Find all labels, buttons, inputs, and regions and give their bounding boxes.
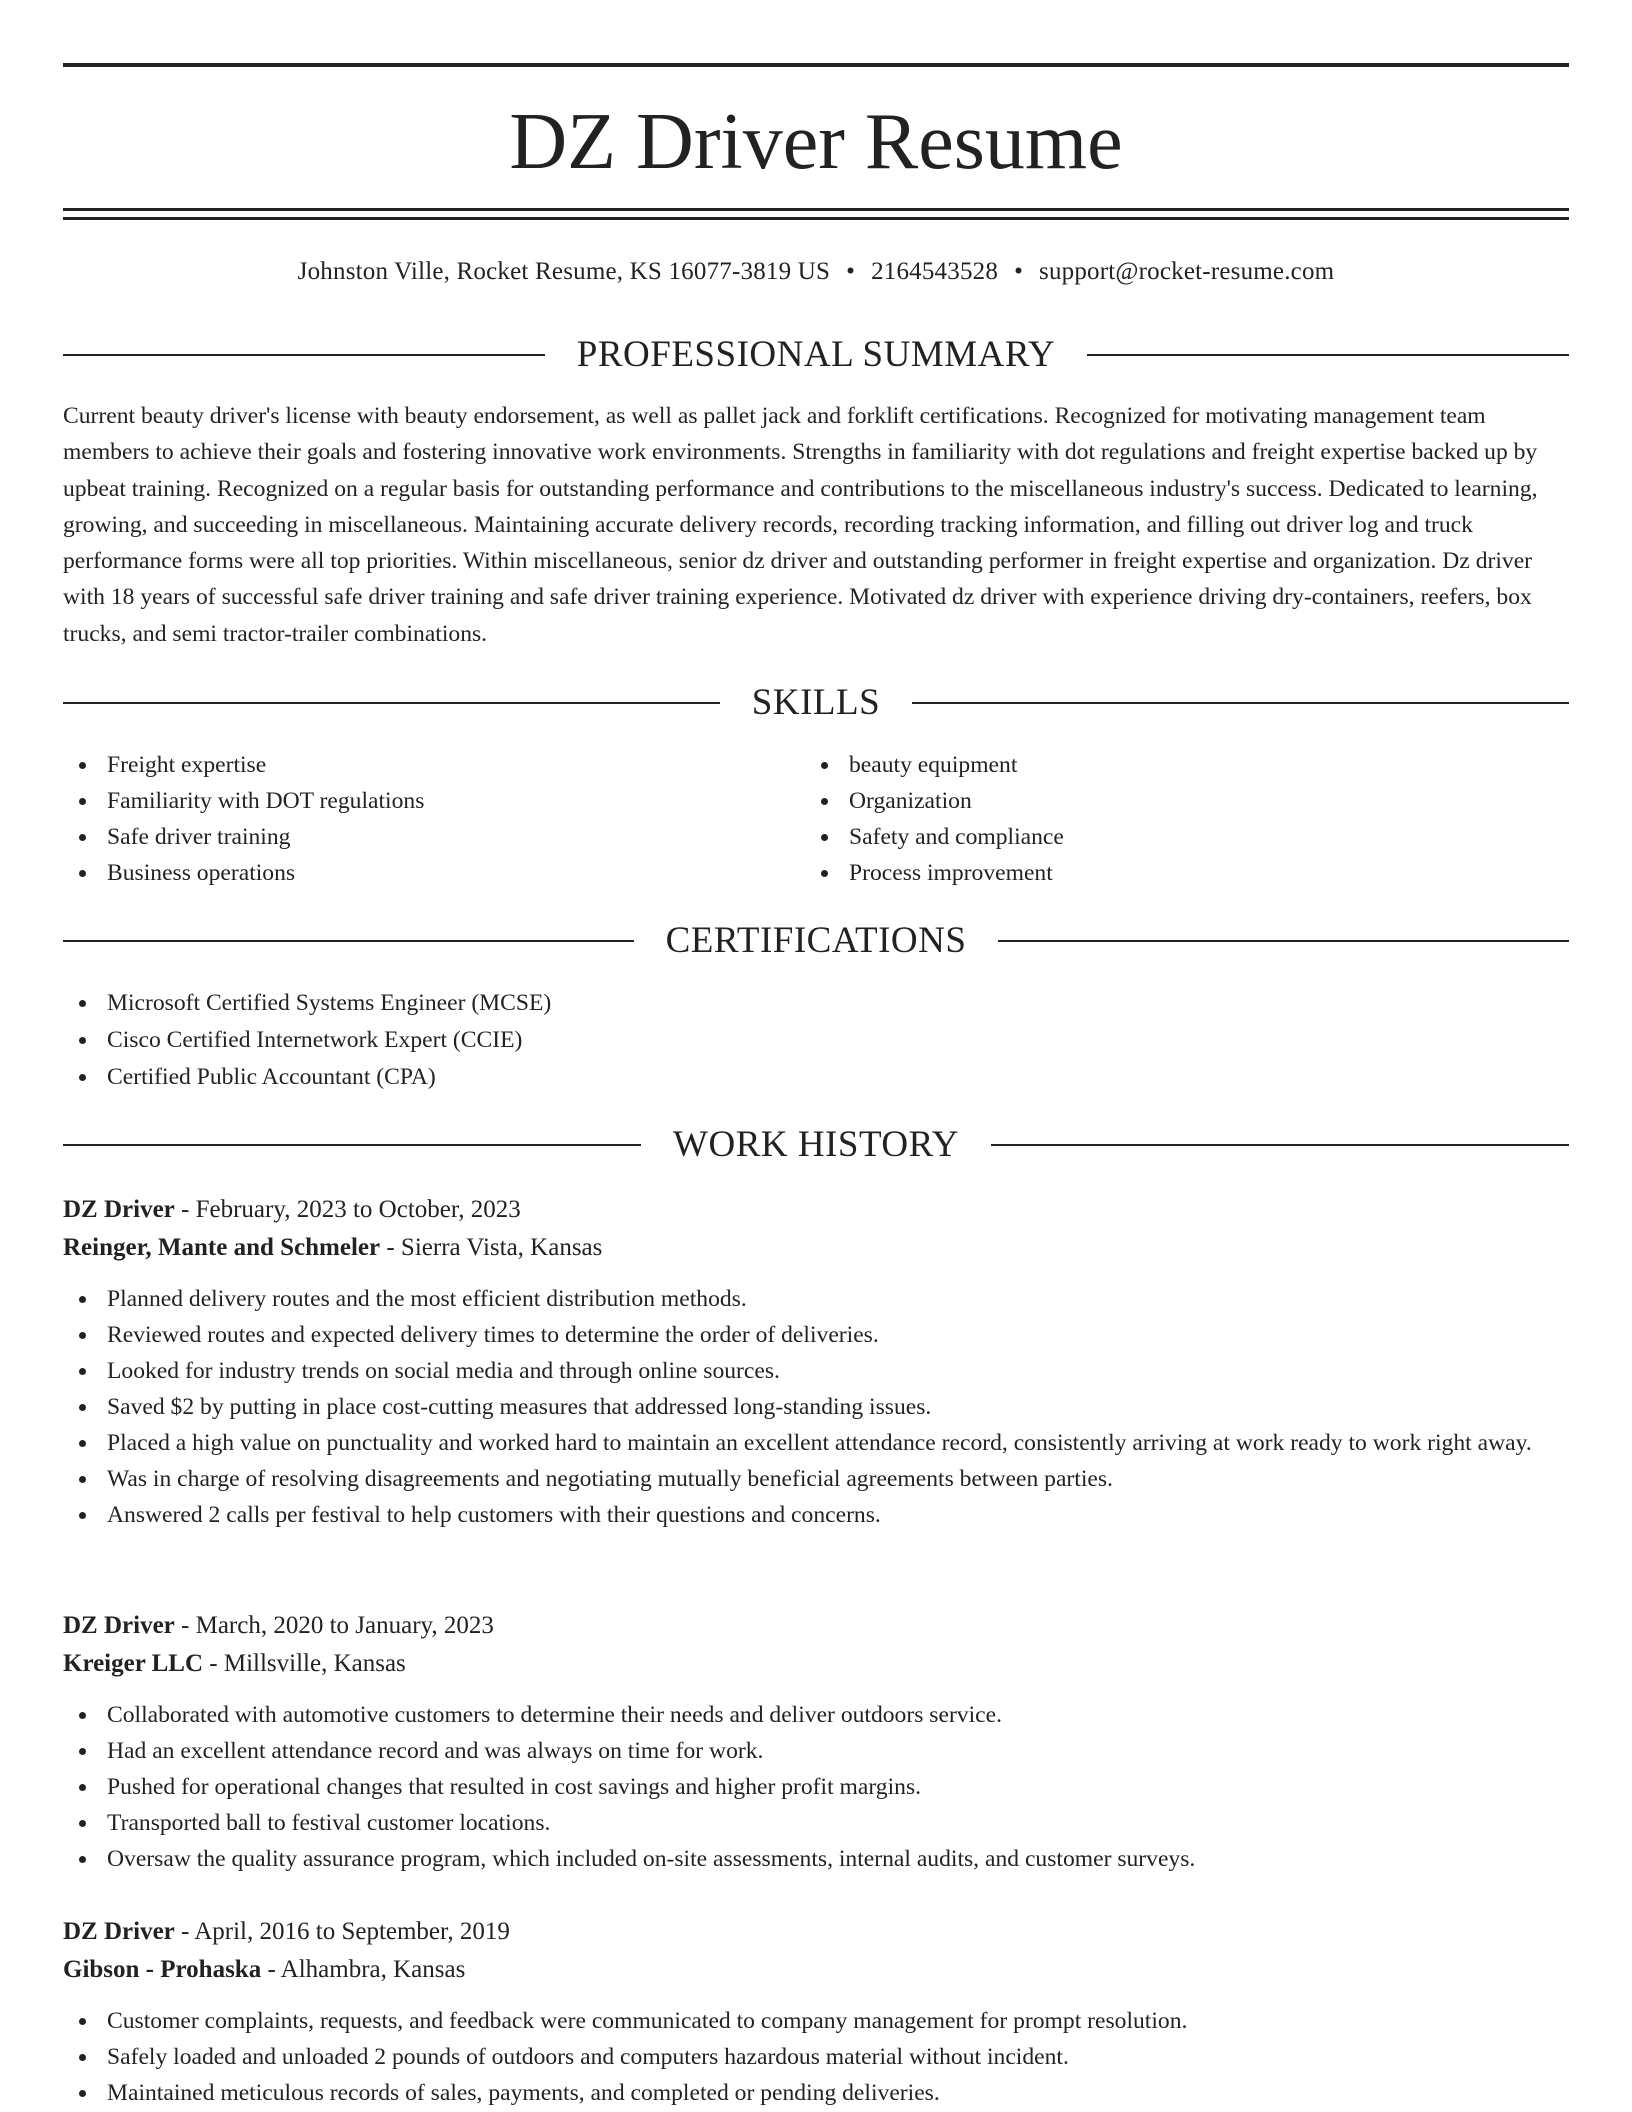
skill-item: Freight expertise [63, 747, 763, 783]
section-title: CERTIFICATIONS [665, 920, 967, 961]
job-company-line [63, 1229, 1569, 1267]
job-bullet: Maintained meticulous records of sales, payments, and completed or pending deliveries. [63, 2075, 1569, 2111]
job-location: - Millsville, Kansas [203, 1650, 406, 1677]
skills-list-left [63, 747, 763, 891]
certifications-list [63, 985, 1569, 1096]
job-dates: - March, 2020 to January, 2023 [174, 1612, 494, 1639]
job-bullet: Pushed for operational changes that resulted in cost savings and higher profit margins. [63, 1769, 1569, 1805]
job-bullet: Planned delivery routes and the most efficient distribution methods. [63, 1281, 1569, 1317]
job-bullet: Placed a high value on punctuality and worked hard to maintain an excellent attendance record, consistently arriving at work ready to work right away. [63, 1425, 1569, 1461]
contact-address: Johnston Ville, Rocket Resume, KS 16077-3819 US [297, 258, 831, 285]
section-header-certifications [63, 919, 1569, 963]
section-header-summary [63, 333, 1569, 377]
job-bullet: Reviewed routes and expected delivery times to determine the order of deliveries. [63, 1317, 1569, 1353]
page-title: DZ Driver Resume [509, 98, 1123, 186]
certification-item: Certified Public Accountant (CPA) [63, 1059, 1569, 1096]
job-title: DZ Driver [63, 1612, 175, 1639]
job-title-line [63, 1913, 1569, 1951]
job-bullet: Collaborated with automotive customers to determine their needs and deliver outdoors service. [63, 1697, 1569, 1733]
job-bullet: Oversaw the quality assurance program, which included on-site assessments, internal audits, and customer surveys. [63, 1841, 1569, 1877]
contact-phone: 2164543528 [871, 258, 999, 285]
job-bullets [63, 1281, 1569, 1533]
certification-item: Cisco Certified Internetwork Expert (CCIE) [63, 1022, 1569, 1059]
job-bullets [63, 2003, 1569, 2111]
contact-separator: • [1014, 258, 1024, 285]
skill-item: Business operations [63, 855, 763, 891]
section-rule [63, 354, 545, 356]
section-rule [998, 940, 1569, 942]
job-title-line [63, 1191, 1569, 1229]
job-entry [63, 1913, 1569, 2111]
job-company: Reinger, Mante and Schmeler [63, 1234, 381, 1261]
section-rule [1087, 354, 1569, 356]
certification-item: Microsoft Certified Systems Engineer (MCSE) [63, 985, 1569, 1022]
job-company-line [63, 1951, 1569, 1989]
section-title: SKILLS [751, 682, 881, 723]
job-location: - Sierra Vista, Kansas [380, 1234, 603, 1261]
title-double-rule [63, 208, 1569, 220]
section-rule [912, 702, 1569, 704]
skills-list-right [805, 747, 1505, 891]
contact-info [63, 254, 1569, 290]
skill-item: Process improvement [805, 855, 1505, 891]
section-rule [63, 702, 720, 704]
job-title: DZ Driver [63, 1918, 175, 1945]
job-bullet: Was in charge of resolving disagreements and negotiating mutually beneficial agreements between parties. [63, 1461, 1569, 1497]
section-rule [63, 940, 634, 942]
skill-item: Organization [805, 783, 1505, 819]
contact-email: support@rocket-resume.com [1039, 258, 1335, 285]
job-company: Kreiger LLC [63, 1650, 204, 1677]
summary-text: Current beauty driver's license with beauty endorsement, as well as pallet jack and forklift certifications. Recognized for motivating management team members to achieve their goals and fostering innovative work environments. Strengths in familiarity with dot regulations and freight expertise backed up by upbeat training. Recognized on a regular basis for outstanding performance and contributions to the miscellaneous industry's success. Dedicated to learning, growing, and succeeding in miscellaneous. Maintaining accurate delivery records, recording tracking information, and filling out driver log and truck performance forms were all top priorities. Within miscellaneous, senior dz driver and outstanding performer in freight expertise and organization. Dz driver with 18 years of successful safe driver training and safe driver training experience. Motivated dz driver with experience driving dry-containers, reefers, box trucks, and semi tractor-trailer combinations. [63, 403, 1538, 647]
contact-separator: • [846, 258, 856, 285]
skill-item: Safe driver training [63, 819, 763, 855]
job-company-line [63, 1645, 1569, 1683]
job-location: - Alhambra, Kansas [261, 1956, 466, 1983]
job-dates: - April, 2016 to September, 2019 [174, 1918, 510, 1945]
top-rule [63, 63, 1569, 67]
job-company: Gibson - Prohaska [63, 1956, 262, 1983]
job-entry [63, 1191, 1569, 1533]
section-rule [63, 1144, 641, 1146]
job-bullet: Had an excellent attendance record and was always on time for work. [63, 1733, 1569, 1769]
job-bullet: Looked for industry trends on social media and through online sources. [63, 1353, 1569, 1389]
job-bullet: Answered 2 calls per festival to help customers with their questions and concerns. [63, 1497, 1569, 1533]
skill-item: beauty equipment [805, 747, 1505, 783]
section-header-work-history [63, 1123, 1569, 1167]
skill-item: Safety and compliance [805, 819, 1505, 855]
job-bullet: Safely loaded and unloaded 2 pounds of outdoors and computers hazardous material without incident. [63, 2039, 1569, 2075]
job-dates: - February, 2023 to October, 2023 [174, 1196, 521, 1223]
section-title: WORK HISTORY [673, 1124, 959, 1165]
section-title: PROFESSIONAL SUMMARY [576, 334, 1056, 375]
job-title: DZ Driver [63, 1196, 175, 1223]
job-entry [63, 1607, 1569, 1877]
section-rule [991, 1144, 1569, 1146]
job-bullets [63, 1697, 1569, 1877]
job-bullet: Transported ball to festival customer locations. [63, 1805, 1569, 1841]
skill-item: Familiarity with DOT regulations [63, 783, 763, 819]
job-title-line [63, 1607, 1569, 1645]
job-bullet: Customer complaints, requests, and feedback were communicated to company management for prompt resolution. [63, 2003, 1569, 2039]
job-bullet: Saved $2 by putting in place cost-cutting measures that addressed long-standing issues. [63, 1389, 1569, 1425]
section-header-skills [63, 681, 1569, 725]
